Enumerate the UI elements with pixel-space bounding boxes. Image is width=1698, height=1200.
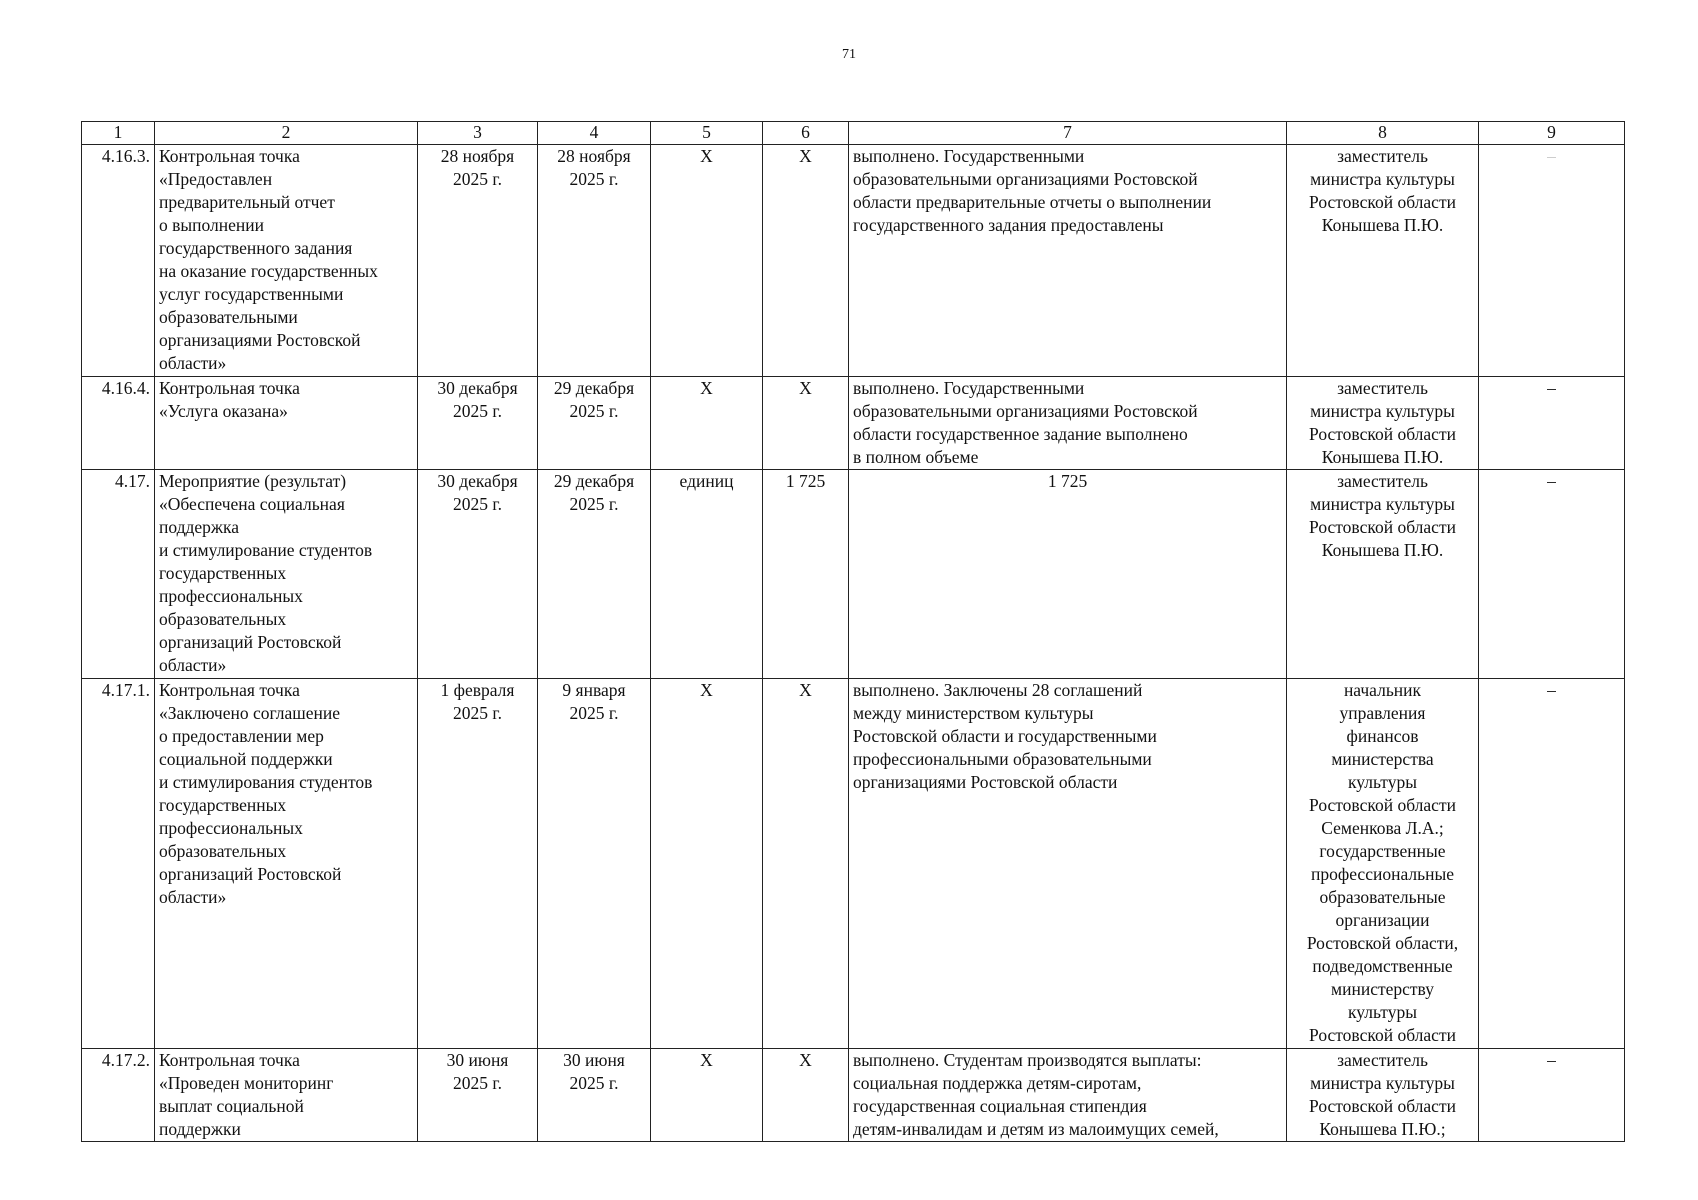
- column-header: 1: [82, 122, 155, 145]
- column-header: 6: [763, 122, 849, 145]
- row-fact-date: 29 декабря 2025 г.: [538, 377, 651, 470]
- row-note: –: [1479, 679, 1625, 1049]
- page-number: 71: [842, 47, 856, 62]
- row-status: выполнено. Студентам производятся выплаты: социальная поддержка детям-сиротам, государственная социальная стипендия детям-инвалидам и детям из малоимущих семей,: [849, 1049, 1287, 1142]
- row-note: –: [1479, 1049, 1625, 1142]
- row-plan-value: Х: [763, 145, 849, 377]
- row-plan-date: 30 июня 2025 г.: [418, 1049, 538, 1142]
- row-plan-date: 28 ноября 2025 г.: [418, 145, 538, 377]
- column-header: 3: [418, 122, 538, 145]
- row-fact-date: 9 января 2025 г.: [538, 679, 651, 1049]
- row-unit: Х: [651, 377, 763, 470]
- table-row: [82, 1049, 1625, 1142]
- row-unit: Х: [651, 1049, 763, 1142]
- row-status: выполнено. Государственными образовательными организациями Ростовской области предварительные отчеты о выполнении государственного задания предоставлены: [849, 145, 1287, 377]
- row-status: выполнено. Заключены 28 соглашений между министерством культуры Ростовской области и государственными профессиональными образовательными организациями Ростовской области: [849, 679, 1287, 1049]
- row-status: выполнено. Государственными образовательными организациями Ростовской области государственное задание выполнено в полном объеме: [849, 377, 1287, 470]
- row-fact-date: 29 декабря 2025 г.: [538, 470, 651, 679]
- row-responsible: заместитель министра культуры Ростовской области Конышева П.Ю.: [1287, 470, 1479, 679]
- table-row: [82, 145, 1625, 377]
- row-plan-value: 1 725: [763, 470, 849, 679]
- row-unit: Х: [651, 679, 763, 1049]
- column-number-row: [82, 122, 1625, 145]
- row-responsible: заместитель министра культуры Ростовской области Конышева П.Ю.: [1287, 377, 1479, 470]
- row-plan-date: 1 февраля 2025 г.: [418, 679, 538, 1049]
- row-unit: единиц: [651, 470, 763, 679]
- row-number: 4.16.3.: [82, 145, 155, 377]
- row-number: 4.16.4.: [82, 377, 155, 470]
- column-header: 5: [651, 122, 763, 145]
- row-plan-value: Х: [763, 679, 849, 1049]
- row-plan-value: Х: [763, 1049, 849, 1142]
- row-name: Контрольная точка «Проведен мониторинг выплат социальной поддержки: [155, 1049, 418, 1142]
- row-plan-value: Х: [763, 377, 849, 470]
- row-note: –: [1479, 470, 1625, 679]
- row-fact-date: 28 ноября 2025 г.: [538, 145, 651, 377]
- row-status: 1 725: [849, 470, 1287, 679]
- row-number: 4.17.1.: [82, 679, 155, 1049]
- row-number: 4.17.: [82, 470, 155, 679]
- table-row: [82, 470, 1625, 679]
- row-plan-date: 30 декабря 2025 г.: [418, 377, 538, 470]
- row-name: Контрольная точка «Заключено соглашение о предоставлении мер социальной поддержки и стимулирования студентов государственных профессиональных образовательных организаций Ростовской области»: [155, 679, 418, 1049]
- row-number: 4.17.2.: [82, 1049, 155, 1142]
- report-table: [81, 121, 1625, 1142]
- row-fact-date: 30 июня 2025 г.: [538, 1049, 651, 1142]
- row-responsible: начальник управления финансов министерства культуры Ростовской области Семенкова Л.А.; государственные профессиональные образовательные организации Ростовской области, подведомственные министерству культуры Ростовской области: [1287, 679, 1479, 1049]
- column-header: 7: [849, 122, 1287, 145]
- row-unit: Х: [651, 145, 763, 377]
- column-header: 8: [1287, 122, 1479, 145]
- row-name: Контрольная точка «Услуга оказана»: [155, 377, 418, 470]
- row-name: Мероприятие (результат) «Обеспечена социальная поддержка и стимулирование студентов государственных профессиональных образовательных организаций Ростовской области»: [155, 470, 418, 679]
- row-responsible: заместитель министра культуры Ростовской области Конышева П.Ю.;: [1287, 1049, 1479, 1142]
- row-name: Контрольная точка «Предоставлен предварительный отчет о выполнении государственного задания на оказание государственных услуг государственными образовательными организациями Ростовской области»: [155, 145, 418, 377]
- column-header: 2: [155, 122, 418, 145]
- column-header: 9: [1479, 122, 1625, 145]
- table-row: [82, 377, 1625, 470]
- row-plan-date: 30 декабря 2025 г.: [418, 470, 538, 679]
- column-header: 4: [538, 122, 651, 145]
- table-row: [82, 679, 1625, 1049]
- row-note: –: [1479, 377, 1625, 470]
- row-responsible: заместитель министра культуры Ростовской области Конышева П.Ю.: [1287, 145, 1479, 377]
- row-note: –: [1479, 145, 1625, 377]
